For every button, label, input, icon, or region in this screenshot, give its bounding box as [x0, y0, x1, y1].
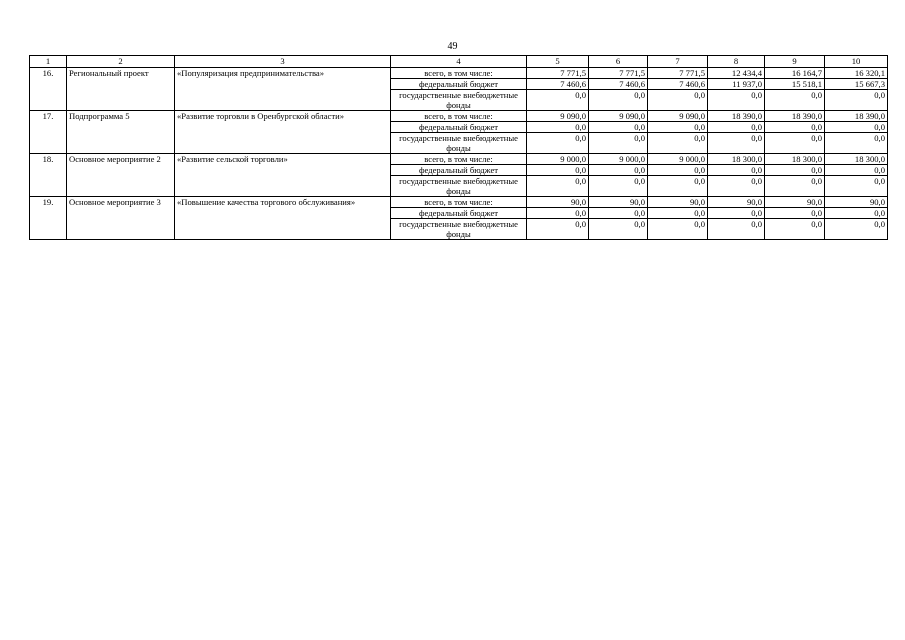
- value-cell: 0,0: [765, 90, 825, 111]
- value-cell: 0,0: [648, 122, 708, 133]
- value-cell: 18 390,0: [765, 111, 825, 122]
- item-type: Подпрограмма 5: [67, 111, 175, 154]
- page-number: 49: [447, 41, 458, 52]
- value-cell: 0,0: [708, 176, 765, 197]
- column-header: 5: [527, 56, 589, 68]
- column-header: 4: [391, 56, 527, 68]
- value-cell: 15 518,1: [765, 79, 825, 90]
- item-name: «Популяризация предпринимательства»: [175, 68, 391, 111]
- table-row: [30, 154, 888, 165]
- value-cell: 7 771,5: [589, 68, 648, 79]
- table-row: [30, 111, 888, 122]
- value-cell: 18 390,0: [708, 111, 765, 122]
- item-type: Основное мероприятие 3: [67, 197, 175, 240]
- funding-source: всего, в том числе:: [391, 154, 527, 165]
- value-cell: 0,0: [825, 133, 888, 154]
- value-cell: 0,0: [527, 165, 589, 176]
- column-header: 6: [589, 56, 648, 68]
- value-cell: 0,0: [708, 90, 765, 111]
- value-cell: 15 667,3: [825, 79, 888, 90]
- value-cell: 7 771,5: [648, 68, 708, 79]
- column-header: 7: [648, 56, 708, 68]
- value-cell: 0,0: [825, 165, 888, 176]
- value-cell: 0,0: [648, 219, 708, 240]
- value-cell: 7 460,6: [589, 79, 648, 90]
- value-cell: 0,0: [708, 208, 765, 219]
- item-type: Основное мероприятие 2: [67, 154, 175, 197]
- value-cell: 0,0: [765, 122, 825, 133]
- value-cell: 0,0: [825, 90, 888, 111]
- item-name: «Повышение качества торгового обслуживания»: [175, 197, 391, 240]
- value-cell: 0,0: [765, 208, 825, 219]
- column-header: 10: [825, 56, 888, 68]
- row-number: 19.: [30, 197, 67, 240]
- row-number: 16.: [30, 68, 67, 111]
- funding-source: федеральный бюджет: [391, 165, 527, 176]
- value-cell: 90,0: [825, 197, 888, 208]
- item-type: Региональный проект: [67, 68, 175, 111]
- value-cell: 18 390,0: [825, 111, 888, 122]
- value-cell: 0,0: [648, 165, 708, 176]
- value-cell: 16 320,1: [825, 68, 888, 79]
- value-cell: 0,0: [765, 176, 825, 197]
- column-header: 2: [67, 56, 175, 68]
- value-cell: 0,0: [765, 219, 825, 240]
- value-cell: 0,0: [589, 219, 648, 240]
- value-cell: 0,0: [648, 90, 708, 111]
- value-cell: 0,0: [708, 219, 765, 240]
- value-cell: 0,0: [527, 133, 589, 154]
- funding-source: федеральный бюджет: [391, 122, 527, 133]
- funding-source: государственные внебюджетные фонды: [391, 133, 527, 154]
- value-cell: 0,0: [589, 165, 648, 176]
- value-cell: 0,0: [765, 133, 825, 154]
- column-header: 3: [175, 56, 391, 68]
- value-cell: 9 000,0: [589, 154, 648, 165]
- funding-source: всего, в том числе:: [391, 68, 527, 79]
- budget-table: [29, 55, 888, 240]
- value-cell: 0,0: [589, 90, 648, 111]
- value-cell: 9 000,0: [648, 154, 708, 165]
- value-cell: 0,0: [765, 165, 825, 176]
- value-cell: 7 771,5: [527, 68, 589, 79]
- value-cell: 16 164,7: [765, 68, 825, 79]
- funding-source: федеральный бюджет: [391, 208, 527, 219]
- column-header: 9: [765, 56, 825, 68]
- value-cell: 0,0: [648, 176, 708, 197]
- value-cell: 18 300,0: [825, 154, 888, 165]
- value-cell: 9 000,0: [527, 154, 589, 165]
- funding-source: федеральный бюджет: [391, 79, 527, 90]
- value-cell: 0,0: [589, 133, 648, 154]
- value-cell: 0,0: [527, 208, 589, 219]
- column-header: 8: [708, 56, 765, 68]
- value-cell: 0,0: [589, 176, 648, 197]
- value-cell: 90,0: [708, 197, 765, 208]
- value-cell: 9 090,0: [589, 111, 648, 122]
- value-cell: 0,0: [648, 208, 708, 219]
- value-cell: 9 090,0: [648, 111, 708, 122]
- value-cell: 7 460,6: [527, 79, 589, 90]
- value-cell: 12 434,4: [708, 68, 765, 79]
- column-header: 1: [30, 56, 67, 68]
- funding-source: государственные внебюджетные фонды: [391, 219, 527, 240]
- value-cell: 0,0: [527, 219, 589, 240]
- table-row: [30, 68, 888, 79]
- value-cell: 0,0: [708, 165, 765, 176]
- item-name: «Развитие сельской торговли»: [175, 154, 391, 197]
- value-cell: 11 937,0: [708, 79, 765, 90]
- value-cell: 0,0: [527, 90, 589, 111]
- funding-source: всего, в том числе:: [391, 111, 527, 122]
- value-cell: 9 090,0: [527, 111, 589, 122]
- item-name: «Развитие торговли в Оренбургской области»: [175, 111, 391, 154]
- funding-source: всего, в том числе:: [391, 197, 527, 208]
- value-cell: 18 300,0: [708, 154, 765, 165]
- row-number: 17.: [30, 111, 67, 154]
- value-cell: 90,0: [589, 197, 648, 208]
- value-cell: 0,0: [708, 122, 765, 133]
- value-cell: 0,0: [825, 176, 888, 197]
- value-cell: 0,0: [708, 133, 765, 154]
- value-cell: 90,0: [527, 197, 589, 208]
- funding-source: государственные внебюджетные фонды: [391, 176, 527, 197]
- header-row: [30, 56, 888, 68]
- value-cell: 0,0: [527, 176, 589, 197]
- value-cell: 0,0: [825, 219, 888, 240]
- value-cell: 90,0: [765, 197, 825, 208]
- table-row: [30, 197, 888, 208]
- value-cell: 90,0: [648, 197, 708, 208]
- value-cell: 0,0: [648, 133, 708, 154]
- value-cell: 18 300,0: [765, 154, 825, 165]
- value-cell: 0,0: [825, 122, 888, 133]
- funding-source: государственные внебюджетные фонды: [391, 90, 527, 111]
- value-cell: 0,0: [825, 208, 888, 219]
- value-cell: 0,0: [589, 122, 648, 133]
- value-cell: 0,0: [589, 208, 648, 219]
- row-number: 18.: [30, 154, 67, 197]
- value-cell: 0,0: [527, 122, 589, 133]
- value-cell: 7 460,6: [648, 79, 708, 90]
